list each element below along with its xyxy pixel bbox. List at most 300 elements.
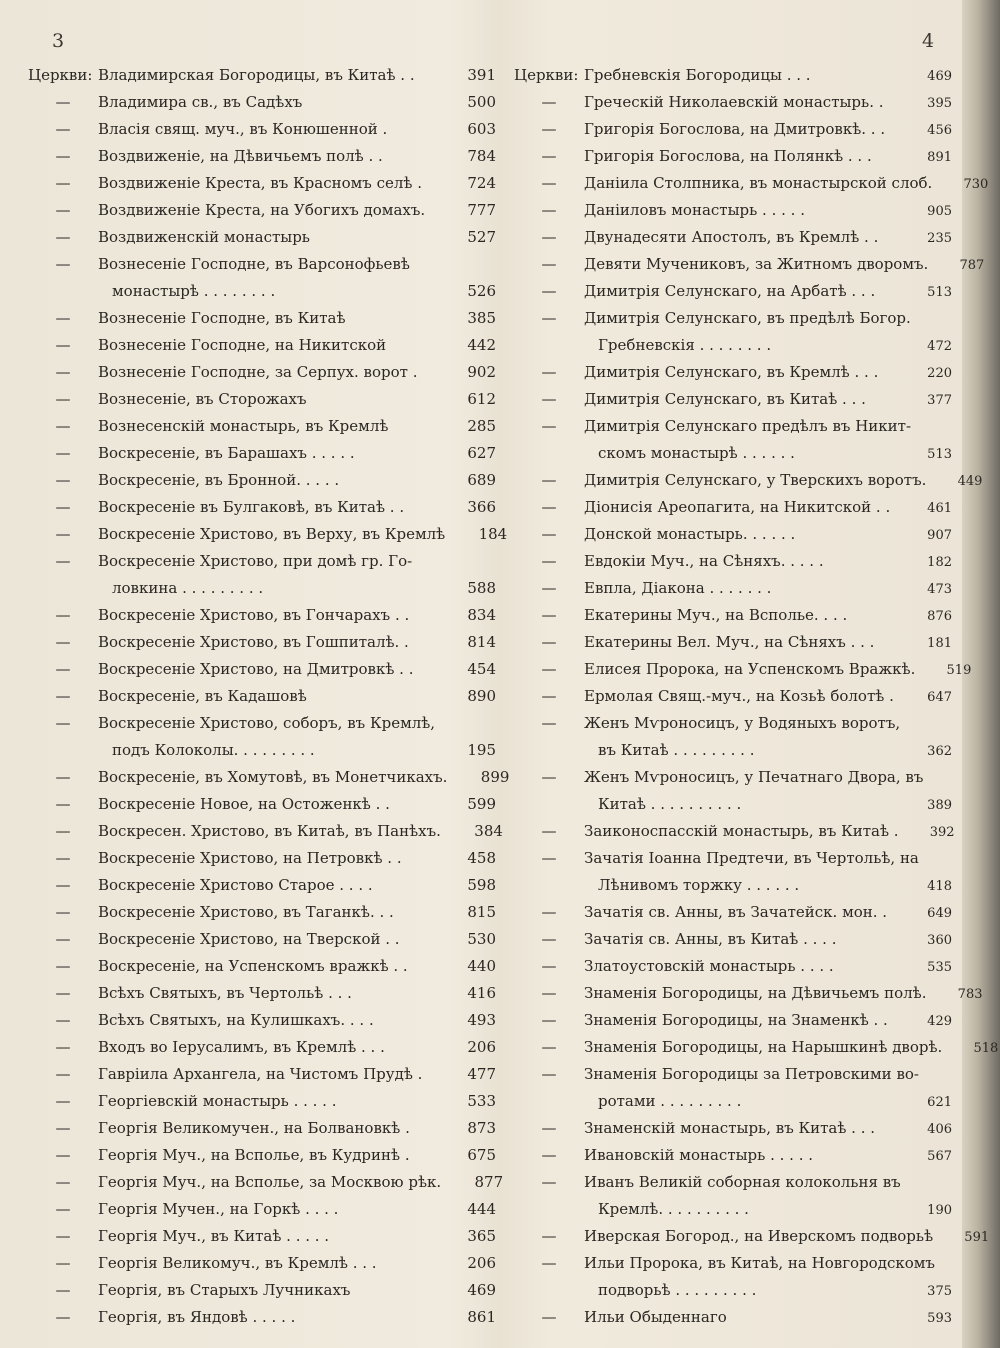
index-entry [514, 845, 954, 872]
entry-text: Владимира св., въ Садѣхъ [98, 93, 303, 111]
entry-text: Діонисія Ареопагита, на Никитской . . [584, 498, 891, 516]
entry-dash: — [541, 363, 557, 381]
entry-dash: — [541, 1146, 557, 1164]
entry-page-number: 627 [467, 444, 496, 462]
entry-text: Георгіевскій монастырь . . . . . [98, 1092, 337, 1110]
index-entry [514, 1223, 990, 1250]
index-entry [28, 1223, 508, 1250]
entry-text: Воскресеніе, въ Кадашовѣ [98, 687, 307, 705]
entry-text: Китаѣ . . . . . . . . . . [598, 795, 742, 813]
index-entry [28, 1115, 508, 1142]
entry-text: монастырѣ . . . . . . . . [112, 282, 276, 300]
entry-dash: — [55, 1092, 71, 1110]
index-entry [28, 737, 508, 764]
index-entry [514, 440, 954, 467]
entry-page-number: 458 [467, 849, 496, 867]
entry-text: Димитрія Селунскаго, въ Кремлѣ . . . [584, 363, 879, 381]
entry-text: Ильи Обыденнаго [584, 1308, 727, 1326]
index-entry [28, 116, 508, 143]
entry-text: Димитрія Селунскаго, у Тверскихъ воротъ. [584, 471, 927, 489]
entry-text: Георгія Великомучен., на Болвановкѣ . [98, 1119, 410, 1137]
entry-text: Елисея Пророка, на Успенскомъ Вражкѣ. [584, 660, 916, 678]
index-entry [514, 359, 954, 386]
entry-text: Евдокіи Муч., на Сѣняхъ. . . . . [584, 552, 824, 570]
index-entry [28, 332, 508, 359]
entry-page-number: 599 [467, 795, 496, 813]
entry-page-number: 518 [973, 1041, 999, 1056]
section-label: Церкви: [514, 66, 579, 84]
entry-text: Двунадесяти Апостолъ, въ Кремлѣ . . [584, 228, 879, 246]
entry-page-number: 724 [467, 174, 496, 192]
entry-page-number: 905 [927, 204, 952, 219]
entry-dash: — [55, 255, 71, 273]
entry-page-number: 891 [927, 150, 952, 165]
entry-dash: — [541, 228, 557, 246]
entry-text: Димитрія Селунскаго, въ предѣлѣ Богор. [584, 309, 911, 327]
entry-dash: — [541, 687, 557, 705]
entry-text: Женъ Мѵроносицъ, у Водяныхъ воротъ, [584, 714, 901, 732]
entry-dash: — [55, 633, 71, 651]
entry-dash: — [541, 201, 557, 219]
entry-page-number: 473 [927, 582, 952, 597]
entry-page-number: 377 [927, 393, 952, 408]
section-label: Церкви: [28, 66, 93, 84]
entry-dash: — [541, 498, 557, 516]
entry-page-number: 567 [927, 1149, 952, 1164]
entry-dash: — [55, 147, 71, 165]
entry-text: Георгія Муч., въ Китаѣ . . . . . [98, 1227, 330, 1245]
entry-dash: — [541, 1119, 557, 1137]
entry-dash: — [55, 984, 71, 1002]
index-entry [514, 251, 985, 278]
index-entry [28, 953, 508, 980]
entry-text: въ Китаѣ . . . . . . . . . [598, 741, 755, 759]
entry-text: Донской монастырь. . . . . . [584, 525, 796, 543]
entry-dash: — [55, 768, 71, 786]
index-entry [514, 710, 954, 737]
entry-page-number: 360 [927, 933, 952, 948]
entry-dash: — [55, 795, 71, 813]
entry-dash: — [55, 525, 71, 543]
entry-text: Георгія Муч., на Всполье, въ Кудринѣ . [98, 1146, 410, 1164]
entry-text: Златоустовскій монастырь . . . . [584, 957, 834, 975]
entry-text: Воскресеніе Христово, въ Таганкѣ. . . [98, 903, 394, 921]
entry-page-number: 444 [467, 1200, 496, 1218]
index-entry [28, 1007, 508, 1034]
entry-dash: — [541, 849, 557, 867]
entry-text: Воскресеніе Христово, на Тверской . . [98, 930, 400, 948]
entry-text: Гребневскія Богородицы . . . [584, 66, 811, 84]
index-entry [514, 926, 954, 953]
entry-dash: — [55, 417, 71, 435]
entry-page-number: 649 [927, 906, 952, 921]
index-entry [514, 386, 954, 413]
entry-dash: — [55, 93, 71, 111]
index-entry [28, 413, 508, 440]
entry-dash: — [541, 822, 557, 840]
entry-dash: — [55, 687, 71, 705]
entry-text: Екатерины Муч., на Всполье. . . . [584, 606, 848, 624]
entry-text: Воздвиженіе Креста, на Убогихъ домахъ. [98, 201, 426, 219]
entry-dash: — [55, 876, 71, 894]
entry-text: Воскресеніе Новое, на Остоженкѣ . . [98, 795, 390, 813]
entry-text: Кремлѣ. . . . . . . . . . [598, 1200, 749, 1218]
index-entry [28, 359, 508, 386]
entry-dash: — [55, 714, 71, 732]
left-page-index-column [28, 62, 508, 1331]
entry-dash: — [541, 930, 557, 948]
entry-page-number: 235 [927, 231, 952, 246]
entry-text: Заиконоспасскій монастырь, въ Китаѣ . [584, 822, 899, 840]
entry-page-number: 621 [927, 1095, 952, 1110]
entry-page-number: 206 [467, 1254, 496, 1272]
entry-text: скомъ монастырѣ . . . . . . [598, 444, 795, 462]
index-entry [514, 872, 954, 899]
entry-text: Всѣхъ Святыхъ, въ Чертольѣ . . . [98, 984, 352, 1002]
right-page-index-column [514, 62, 999, 1331]
index-entry [514, 278, 954, 305]
index-entry [514, 143, 954, 170]
index-entry [28, 926, 508, 953]
entry-dash: — [55, 957, 71, 975]
entry-page-number: 647 [927, 690, 952, 705]
entry-text: Знаменія Богородицы, на Нарышкинѣ дворѣ. [584, 1038, 943, 1056]
entry-dash: — [55, 309, 71, 327]
index-entry [514, 1088, 954, 1115]
entry-page-number: 535 [927, 960, 952, 975]
entry-text: Воскресеніе Христово, на Дмитровкѣ . . [98, 660, 414, 678]
entry-page-number: 365 [467, 1227, 496, 1245]
index-entry [28, 305, 508, 332]
index-entry [28, 791, 508, 818]
entry-page-number: 384 [474, 822, 503, 840]
entry-dash: — [541, 1038, 557, 1056]
index-entry [28, 62, 508, 89]
entry-text: Знаменія Богородицы за Петровскими во- [584, 1065, 919, 1083]
entry-text: Воскресеніе Христово, въ Гончарахъ . . [98, 606, 410, 624]
entry-text: Даніиловъ монастырь . . . . . [584, 201, 805, 219]
entry-text: Ивановскій монастырь . . . . . [584, 1146, 814, 1164]
page-number-right: 4 [922, 30, 935, 52]
entry-dash: — [541, 309, 557, 327]
entry-text: Воскресеніе, въ Хомутовѣ, въ Монетчикахъ. [98, 768, 448, 786]
page-number-left: 3 [52, 30, 65, 52]
index-entry [514, 683, 954, 710]
index-entry [514, 1061, 954, 1088]
entry-page-number: 890 [467, 687, 496, 705]
index-entry [28, 845, 508, 872]
entry-text: Зачатія св. Анны, въ Китаѣ . . . . [584, 930, 837, 948]
entry-page-number: 513 [927, 447, 952, 462]
entry-text: Воздвиженіе, на Дѣвичьемъ полѣ . . [98, 147, 383, 165]
index-entry [514, 305, 954, 332]
index-entry [28, 764, 508, 791]
entry-page-number: 469 [927, 69, 952, 84]
entry-dash: — [55, 606, 71, 624]
entry-dash: — [55, 1038, 71, 1056]
entry-page-number: 527 [467, 228, 496, 246]
entry-text: Вознесенскій монастырь, въ Кремлѣ [98, 417, 389, 435]
entry-page-number: 533 [467, 1092, 496, 1110]
entry-dash: — [55, 498, 71, 516]
entry-page-number: 184 [478, 525, 508, 543]
entry-dash: — [55, 1146, 71, 1164]
index-entry [514, 1250, 954, 1277]
entry-page-number: 899 [480, 768, 510, 786]
entry-page-number: 181 [927, 636, 952, 651]
entry-page-number: 406 [927, 1122, 952, 1137]
entry-text: Георгія Муч., на Всполье, за Москвою рѣк. [98, 1173, 442, 1191]
entry-dash: — [55, 1011, 71, 1029]
entry-page-number: 449 [957, 474, 983, 489]
entry-dash: — [55, 228, 71, 246]
entry-text: Георгія Мучен., на Горкѣ . . . . [98, 1200, 339, 1218]
entry-text: Воскресеніе, въ Барашахъ . . . . . [98, 444, 355, 462]
entry-page-number: 493 [467, 1011, 496, 1029]
entry-text: Воздвиженіе Креста, въ Красномъ селѣ . [98, 174, 423, 192]
entry-page-number: 526 [467, 282, 496, 300]
entry-text: Зачатія св. Анны, въ Зачатейск. мон. . [584, 903, 888, 921]
index-entry [514, 818, 954, 845]
entry-text: Входъ во Іерусалимъ, въ Кремлѣ . . . [98, 1038, 385, 1056]
entry-text: Власія свящ. муч., въ Конюшенной . [98, 120, 388, 138]
entry-page-number: 389 [927, 798, 952, 813]
index-entry [514, 764, 954, 791]
entry-text: Евпла, Діакона . . . . . . . [584, 579, 772, 597]
entry-text: подъ Колоколы. . . . . . . . . [112, 741, 315, 759]
entry-page-number: 418 [927, 879, 952, 894]
index-entry [28, 656, 508, 683]
entry-text: Воскресеніе Христово, при домѣ гр. Го- [98, 552, 413, 570]
index-entry [28, 872, 508, 899]
entry-page-number: 603 [467, 120, 496, 138]
index-entry [514, 170, 989, 197]
index-entry [514, 602, 954, 629]
entry-page-number: 876 [927, 609, 952, 624]
index-entry [28, 1142, 508, 1169]
entry-text: Воскресен. Христово, въ Китаѣ, въ Панѣхъ. [98, 822, 441, 840]
entry-text: Ермолая Свящ.-муч., на Козьѣ болотѣ . [584, 687, 894, 705]
entry-page-number: 456 [927, 123, 952, 138]
entry-dash: — [55, 660, 71, 678]
entry-dash: — [55, 120, 71, 138]
index-entry [514, 1196, 954, 1223]
entry-page-number: 730 [963, 177, 989, 192]
entry-page-number: 385 [467, 309, 496, 327]
entry-dash: — [541, 525, 557, 543]
entry-text: Ильи Пророка, въ Китаѣ, на Новгородскомъ [584, 1254, 935, 1272]
index-entry [514, 899, 954, 926]
entry-page-number: 442 [467, 336, 496, 354]
entry-page-number: 392 [929, 825, 955, 840]
index-entry [514, 1169, 954, 1196]
entry-page-number: 375 [927, 1284, 952, 1299]
entry-dash: — [541, 903, 557, 921]
entry-dash: — [541, 282, 557, 300]
index-entry [514, 116, 954, 143]
entry-text: Греческій Николаевскій монастырь. . [584, 93, 884, 111]
entry-dash: — [55, 849, 71, 867]
entry-page-number: 612 [467, 390, 496, 408]
index-entry [28, 1088, 508, 1115]
index-entry [514, 224, 954, 251]
entry-dash: — [55, 363, 71, 381]
entry-dash: — [55, 471, 71, 489]
entry-dash: — [55, 930, 71, 948]
entry-page-number: 366 [467, 498, 496, 516]
entry-dash: — [541, 633, 557, 651]
entry-text: ловкина . . . . . . . . . [112, 579, 264, 597]
index-entry [514, 791, 954, 818]
entry-page-number: 784 [467, 147, 496, 165]
entry-text: Даніила Столпника, въ монастырской слоб. [584, 174, 933, 192]
entry-dash: — [55, 822, 71, 840]
index-entry [28, 710, 508, 737]
index-entry [28, 386, 508, 413]
entry-page-number: 689 [467, 471, 496, 489]
entry-text: Воскресеніе Христово, на Петровкѣ . . [98, 849, 402, 867]
entry-dash: — [55, 1281, 71, 1299]
entry-dash: — [55, 1200, 71, 1218]
index-entry [28, 143, 508, 170]
entry-page-number: 285 [467, 417, 496, 435]
entry-page-number: 469 [467, 1281, 496, 1299]
entry-dash: — [541, 120, 557, 138]
entry-page-number: 429 [927, 1014, 952, 1029]
entry-page-number: 591 [964, 1230, 990, 1245]
index-entry [28, 980, 508, 1007]
entry-text: Знаменскій монастырь, въ Китаѣ . . . [584, 1119, 876, 1137]
entry-text: Вознесеніе, въ Сторожахъ [98, 390, 307, 408]
entry-dash: — [541, 390, 557, 408]
index-entry [514, 1007, 954, 1034]
entry-text: Георгія, въ Старыхъ Лучникахъ [98, 1281, 351, 1299]
index-entry [28, 899, 508, 926]
index-entry [514, 197, 954, 224]
entry-dash: — [541, 1065, 557, 1083]
entry-page-number: 873 [467, 1119, 496, 1137]
entry-page-number: 861 [467, 1308, 496, 1326]
entry-dash: — [541, 93, 557, 111]
entry-page-number: 598 [467, 876, 496, 894]
entry-page-number: 416 [467, 984, 496, 1002]
entry-page-number: 440 [467, 957, 496, 975]
index-entry [28, 440, 508, 467]
entry-text: Вознесеніе Господне, за Серпух. ворот . [98, 363, 418, 381]
entry-page-number: 472 [927, 339, 952, 354]
entry-text: Девяти Мучениковъ, за Житномъ дворомъ. [584, 255, 929, 273]
entry-page-number: 530 [467, 930, 496, 948]
index-entry [514, 332, 954, 359]
entry-text: Димитрія Селунскаго предѣлъ въ Никит- [584, 417, 912, 435]
entry-dash: — [541, 552, 557, 570]
entry-text: Зачатія Іоанна Предтечи, въ Чертольѣ, на [584, 849, 919, 867]
entry-page-number: 814 [467, 633, 496, 651]
index-entry [514, 89, 954, 116]
entry-page-number: 391 [467, 66, 496, 84]
entry-dash: — [55, 1173, 71, 1191]
entry-page-number: 190 [927, 1203, 952, 1218]
entry-page-number: 454 [467, 660, 496, 678]
entry-dash: — [541, 768, 557, 786]
index-entry [514, 656, 972, 683]
entry-text: Лѣнивомъ торжку . . . . . . [598, 876, 800, 894]
entry-text: Воскресеніе Христово Старое . . . . [98, 876, 373, 894]
entry-page-number: 362 [927, 744, 952, 759]
entry-text: Знаменія Богородицы, на Дѣвичьемъ полѣ. [584, 984, 927, 1002]
entry-text: Димитрія Селунскаго, въ Китаѣ . . . [584, 390, 866, 408]
entry-text: Екатерины Вел. Муч., на Сѣняхъ . . . [584, 633, 875, 651]
entry-page-number: 593 [927, 1311, 952, 1326]
entry-text: Воскресеніе Христово, соборъ, въ Кремлѣ, [98, 714, 436, 732]
entry-page-number: 195 [467, 741, 496, 759]
entry-dash: — [55, 444, 71, 462]
index-entry [514, 1115, 954, 1142]
entry-page-number: 220 [927, 366, 952, 381]
entry-page-number: 877 [474, 1173, 504, 1191]
index-entry [514, 1142, 954, 1169]
entry-dash: — [55, 390, 71, 408]
entry-dash: — [55, 1065, 71, 1083]
index-entry [514, 1304, 954, 1331]
entry-dash: — [541, 255, 557, 273]
entry-page-number: 815 [467, 903, 496, 921]
entry-page-number: 902 [467, 363, 496, 381]
entry-page-number: 777 [467, 201, 496, 219]
entry-text: Воскресеніе, на Успенскомъ вражкѣ . . [98, 957, 408, 975]
entry-text: Владимирская Богородицы, въ Китаѣ . . [98, 66, 415, 84]
entry-text: Гавріила Архангела, на Чистомъ Прудѣ . [98, 1065, 423, 1083]
entry-text: Гребневскія . . . . . . . . [598, 336, 772, 354]
index-entry [28, 575, 508, 602]
index-entry [28, 1277, 508, 1304]
entry-text: Вознесеніе Господне, на Никитской [98, 336, 387, 354]
entry-text: Знаменія Богородицы, на Знаменкѣ . . [584, 1011, 888, 1029]
entry-dash: — [541, 471, 557, 489]
index-entry [28, 602, 508, 629]
index-entry [28, 629, 508, 656]
index-entry [28, 1304, 508, 1331]
entry-text: Иверская Богород., на Иверскомъ подворьѣ [584, 1227, 934, 1245]
entry-page-number: 206 [467, 1038, 496, 1056]
entry-dash: — [55, 1254, 71, 1272]
index-entry [28, 1034, 508, 1061]
index-entry [514, 1034, 999, 1061]
entry-text: Воскресеніе Христово, въ Верху, въ Кремлѣ [98, 525, 446, 543]
index-entry [28, 521, 508, 548]
entry-page-number: 477 [467, 1065, 496, 1083]
entry-dash: — [55, 336, 71, 354]
index-entry [28, 278, 508, 305]
entry-text: Димитрія Селунскаго, на Арбатѣ . . . [584, 282, 876, 300]
index-entry [514, 548, 954, 575]
index-entry [514, 62, 954, 89]
entry-dash: — [55, 1119, 71, 1137]
index-entry [28, 818, 508, 845]
index-entry [514, 575, 954, 602]
index-entry [514, 521, 954, 548]
index-entry [514, 737, 954, 764]
entry-text: Георгія Великомуч., въ Кремлѣ . . . [98, 1254, 377, 1272]
index-entry [28, 251, 508, 278]
entry-dash: — [55, 552, 71, 570]
entry-page-number: 513 [927, 285, 952, 300]
index-entry [28, 197, 508, 224]
entry-text: Иванъ Великій соборная колокольня въ [584, 1173, 901, 1191]
entry-page-number: 787 [959, 258, 985, 273]
entry-dash: — [541, 606, 557, 624]
entry-text: Георгія, въ Яндовѣ . . . . . [98, 1308, 296, 1326]
